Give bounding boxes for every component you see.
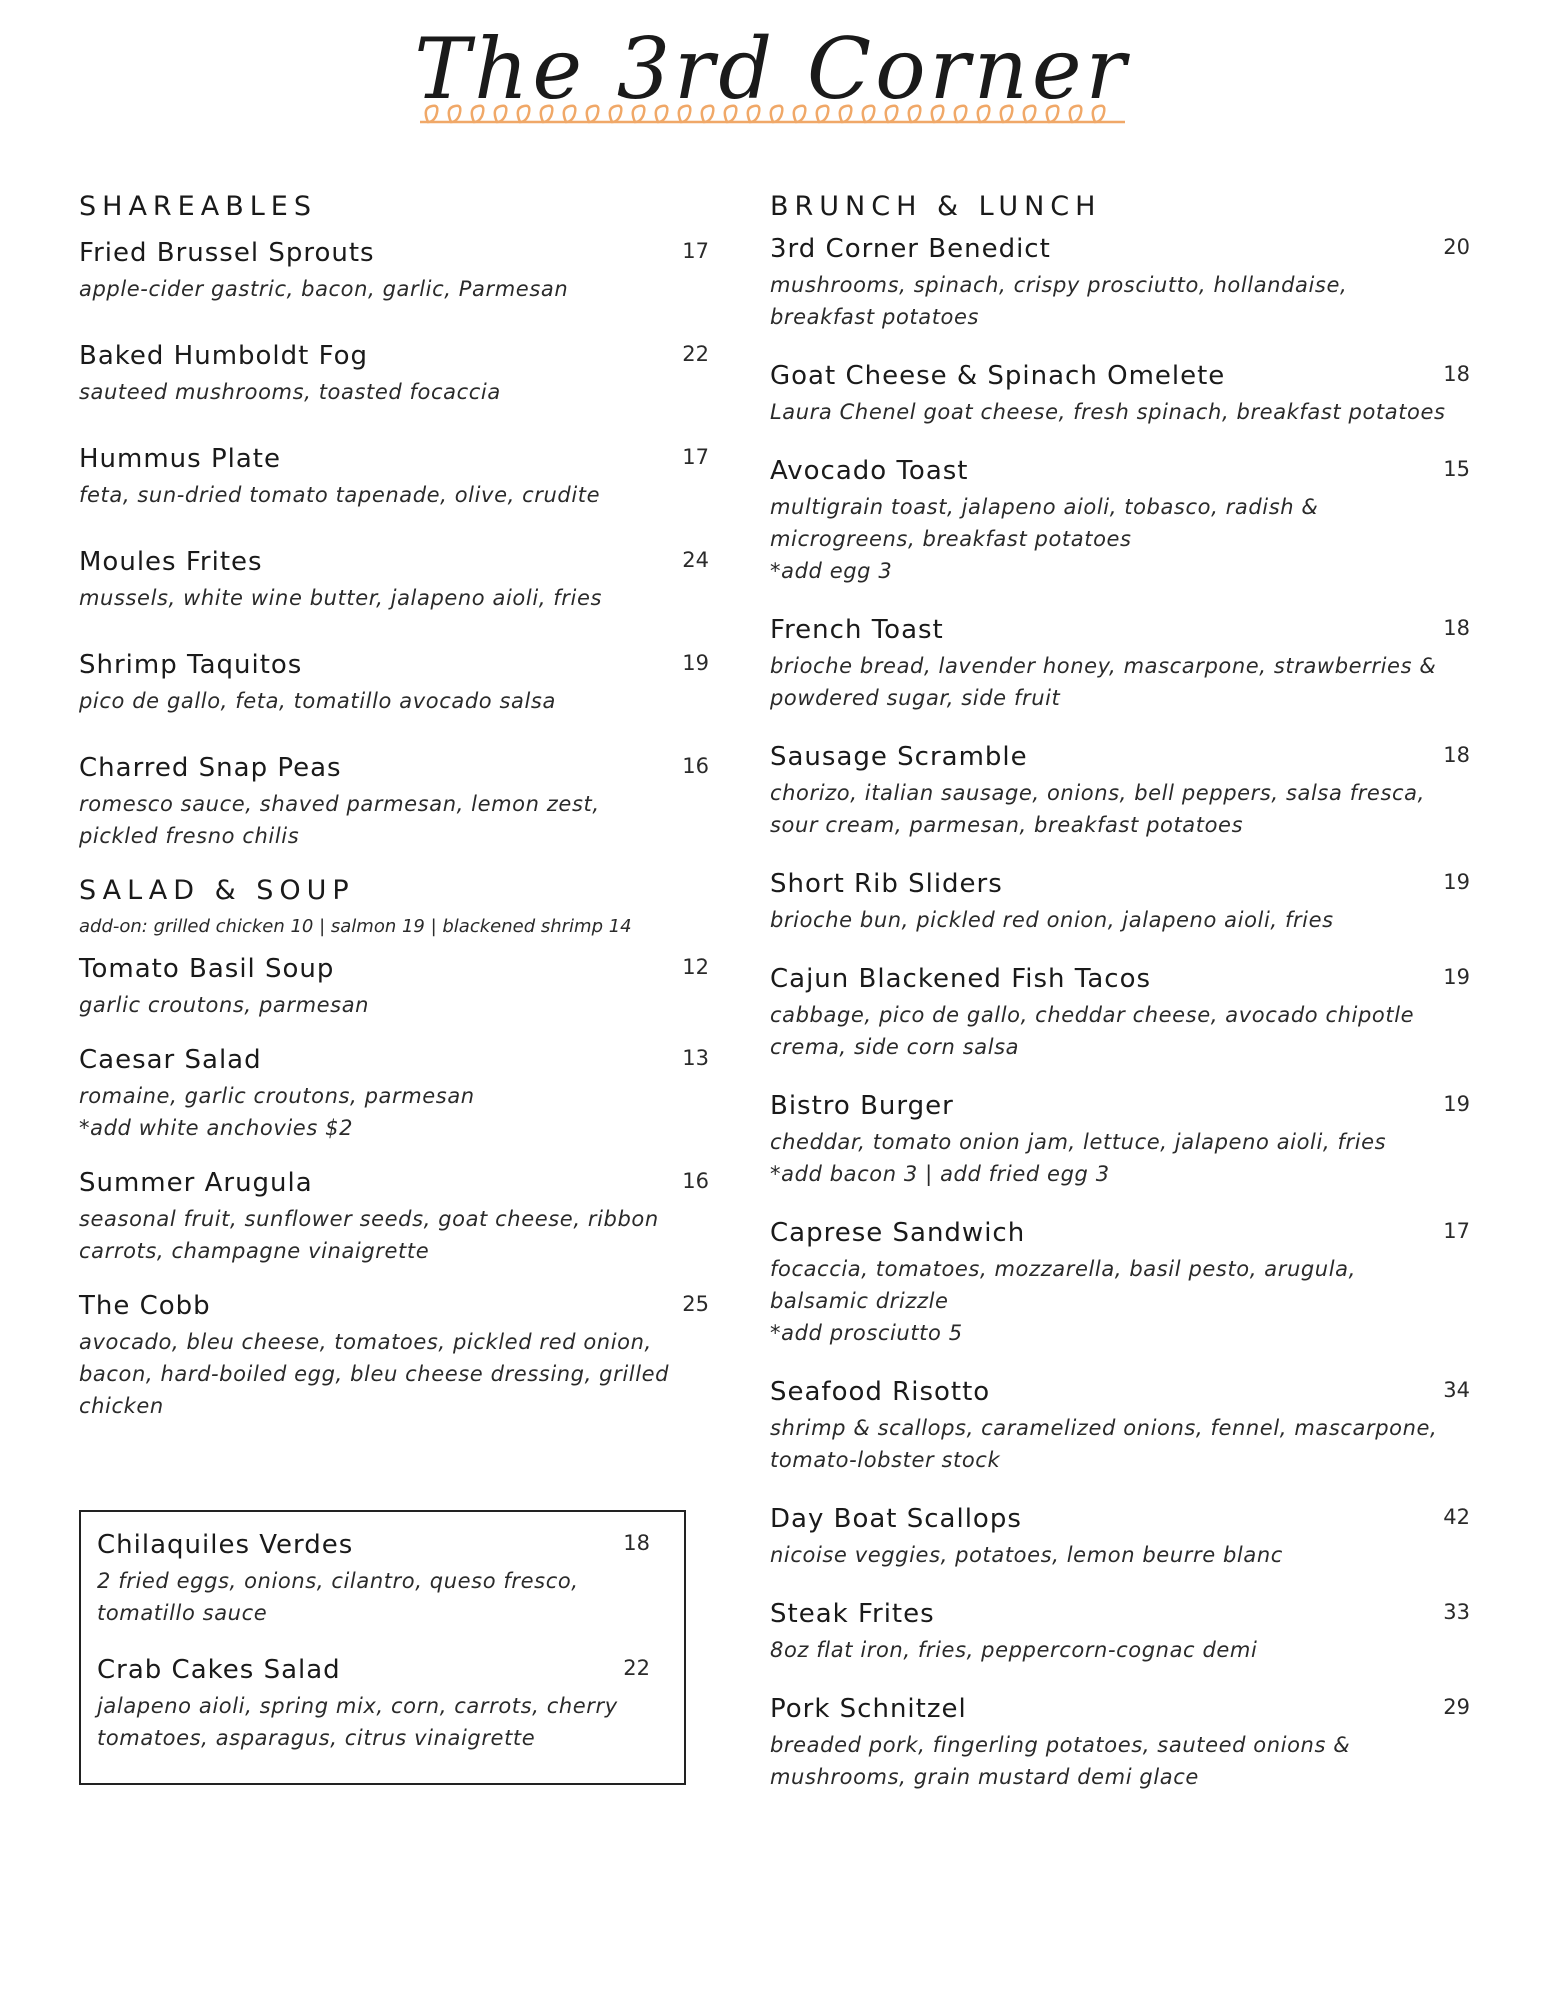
menu-item	[79, 751, 709, 852]
menu-item-description: shrimp & scallops, caramelized onions, fennel, mascarpone, tomato-lobster stock	[770, 1416, 1438, 1472]
menu-item-price: 33	[1443, 1600, 1470, 1624]
addon-note: add-on: grilled chicken 10 | salmon 19 | blackened shrimp 14	[79, 916, 632, 937]
menu-item-name: Moules Frites	[79, 547, 263, 577]
menu-item-name: The Cobb	[79, 1291, 211, 1321]
shareables-section	[79, 190, 709, 852]
menu-item-note: *add bacon 3 | add fried egg 3	[770, 1162, 1110, 1186]
menu-item-name: Caprese Sandwich	[770, 1218, 1026, 1248]
menu-item-name: Avocado Toast	[770, 456, 969, 486]
menu-item-description: sauteed mushrooms, toasted focaccia	[79, 380, 501, 404]
brunch-lunch-section	[770, 190, 1470, 1793]
menu-item	[770, 962, 1470, 1063]
menu-item-price: 20	[1443, 235, 1470, 259]
menu-item-price: 24	[682, 548, 709, 572]
restaurant-name: The 3rd Corner	[414, 20, 1130, 118]
menu-item-description: feta, sun-dried tomato tapenade, olive, crudite	[79, 483, 601, 507]
menu-item-price: 29	[1443, 1695, 1470, 1719]
menu-item-description: mussels, white wine butter, jalapeno aioli, fries	[79, 586, 603, 610]
menu-item	[79, 442, 709, 511]
menu-item-description: 2 fried eggs, onions, cilantro, queso fresco, tomatillo sauce	[97, 1569, 579, 1625]
menu-item-name: Caesar Salad	[79, 1045, 262, 1075]
logo-script	[0, 0, 1545, 150]
menu-item-description: multigrain toast, jalapeno aioli, tobasco, radish & microgreens, breakfast potatoes	[770, 495, 1319, 551]
menu-item-description: Laura Chenel goat cheese, fresh spinach, breakfast potatoes	[770, 400, 1446, 424]
menu-item	[770, 1502, 1470, 1571]
menu-item-name: Charred Snap Peas	[79, 753, 342, 783]
menu-item	[770, 867, 1470, 936]
menu-item	[79, 952, 709, 1021]
menu-item	[79, 1166, 709, 1267]
menu-item-price: 12	[682, 955, 709, 979]
menu-item-description: avocado, bleu cheese, tomatoes, pickled red onion, bacon, hard-boiled egg, bleu cheese dressing, grilled chicken	[79, 1330, 670, 1418]
menu-item-name: Tomato Basil Soup	[79, 954, 335, 984]
menu-item-name: Day Boat Scallops	[770, 1504, 1022, 1534]
menu-item-price: 42	[1443, 1505, 1470, 1529]
menu-item-name: Bistro Burger	[770, 1091, 954, 1121]
menu-item-name: Pork Schnitzel	[770, 1694, 967, 1724]
menu-item-price: 19	[1443, 870, 1470, 894]
menu-item-description: breaded pork, fingerling potatoes, sauteed onions & mushrooms, grain mustard demi glace	[770, 1733, 1351, 1789]
menu-item-note: *add white anchovies $2	[79, 1116, 354, 1140]
menu-item	[79, 236, 709, 305]
menu-item	[97, 1528, 668, 1629]
menu-item-name: Hummus Plate	[79, 444, 281, 474]
menu-item-name: Chilaquiles Verdes	[97, 1530, 354, 1560]
menu-item-name: Short Rib Sliders	[770, 869, 1003, 899]
menu-item-description: brioche bread, lavender honey, mascarpone, strawberries & powdered sugar, side fruit	[770, 654, 1437, 710]
menu-item	[79, 1289, 709, 1422]
menu-item-name: Baked Humboldt Fog	[79, 341, 369, 371]
restaurant-logo	[0, 0, 1545, 150]
menu-item-name: 3rd Corner Benedict	[770, 234, 1051, 264]
menu-item	[770, 454, 1470, 587]
menu-item-name: Summer Arugula	[79, 1168, 313, 1198]
menu-item-name: Goat Cheese & Spinach Omelete	[770, 361, 1226, 391]
menu-item-price: 22	[682, 342, 709, 366]
left-column	[79, 190, 709, 1422]
menu-item-description: seasonal fruit, sunflower seeds, goat cheese, ribbon carrots, champagne vinaigrette	[79, 1207, 659, 1263]
menu-item-price: 25	[682, 1292, 709, 1316]
menu-item	[770, 740, 1470, 841]
menu-item-name: Crab Cakes Salad	[97, 1655, 341, 1685]
menu-item-description: apple-cider gastric, bacon, garlic, Parmesan	[79, 277, 569, 301]
menu-item-price: 17	[682, 445, 709, 469]
menu-item-price: 13	[682, 1046, 709, 1070]
menu-item-description: romesco sauce, shaved parmesan, lemon zest, pickled fresno chilis	[79, 792, 600, 848]
menu-item-description: brioche bun, pickled red onion, jalapeno aioli, fries	[770, 908, 1334, 932]
menu-item-price: 17	[1443, 1219, 1470, 1243]
menu-item-price: 19	[1443, 965, 1470, 989]
menu-item	[770, 1692, 1470, 1793]
menu-item-price: 19	[682, 651, 709, 675]
menu-item-name: Shrimp Taquitos	[79, 650, 303, 680]
menu-item-price: 18	[1443, 362, 1470, 386]
menu-item-name: Seafood Risotto	[770, 1377, 991, 1407]
menu-item-price: 15	[1443, 457, 1470, 481]
menu-item	[79, 339, 709, 408]
menu-item	[79, 545, 709, 614]
menu-item-description: nicoise veggies, potatoes, lemon beurre blanc	[770, 1543, 1283, 1567]
menu-item-name: Fried Brussel Sprouts	[79, 238, 375, 268]
menu-item	[770, 613, 1470, 714]
specials-box	[79, 1510, 686, 1785]
menu-item-description: focaccia, tomatoes, mozzarella, basil pesto, arugula, balsamic drizzle	[770, 1257, 1356, 1313]
menu-item-note: *add egg 3	[770, 559, 893, 583]
menu-item	[79, 648, 709, 717]
salad-soup-section	[79, 874, 709, 1422]
menu-item-description: 8oz flat iron, fries, peppercorn-cognac demi	[770, 1638, 1258, 1662]
menu-item-description: garlic croutons, parmesan	[79, 993, 370, 1017]
section-title-shareables: SHAREABLES	[79, 191, 317, 222]
menu-item-price: 19	[1443, 1092, 1470, 1116]
menu-item	[97, 1653, 668, 1754]
section-title-salad-soup: SALAD & SOUP	[79, 875, 355, 906]
menu-item-price: 16	[682, 1169, 709, 1193]
menu-item-price: 18	[1443, 616, 1470, 640]
menu-item	[770, 1216, 1470, 1349]
menu-item-name: Steak Frites	[770, 1599, 935, 1629]
menu-item-note: *add prosciutto 5	[770, 1321, 963, 1345]
menu-item	[770, 359, 1470, 428]
right-column	[770, 190, 1470, 1793]
menu-item	[770, 1375, 1470, 1476]
section-title-brunch-lunch: BRUNCH & LUNCH	[770, 191, 1102, 222]
menu-item-description: cheddar, tomato onion jam, lettuce, jalapeno aioli, fries	[770, 1130, 1387, 1154]
menu-item	[770, 232, 1470, 333]
menu-item	[79, 1043, 709, 1144]
menu-item-price: 16	[682, 754, 709, 778]
menu-item-description: cabbage, pico de gallo, cheddar cheese, avocado chipotle crema, side corn salsa	[770, 1003, 1415, 1059]
menu-item-description: romaine, garlic croutons, parmesan	[79, 1084, 475, 1108]
menu-item-price: 18	[623, 1531, 650, 1555]
menu-item	[770, 1597, 1470, 1666]
menu-item-name: Sausage Scramble	[770, 742, 1028, 772]
menu-item-price: 18	[1443, 743, 1470, 767]
menu-item-description: mushrooms, spinach, crispy prosciutto, hollandaise, breakfast potatoes	[770, 273, 1348, 329]
menu-item-price: 17	[682, 239, 709, 263]
menu-item-name: Cajun Blackened Fish Tacos	[770, 964, 1152, 994]
menu-item-price: 22	[623, 1656, 650, 1680]
menu-item-name: French Toast	[770, 615, 944, 645]
menu-item-description: pico de gallo, feta, tomatillo avocado salsa	[79, 689, 556, 713]
menu-item-description: jalapeno aioli, spring mix, corn, carrots, cherry tomatoes, asparagus, citrus vinaigrette	[97, 1694, 618, 1750]
menu-item-price: 34	[1443, 1378, 1470, 1402]
menu-item	[770, 1089, 1470, 1190]
menu-item-description: chorizo, italian sausage, onions, bell peppers, salsa fresca, sour cream, parmesan, breakfast potatoes	[770, 781, 1425, 837]
